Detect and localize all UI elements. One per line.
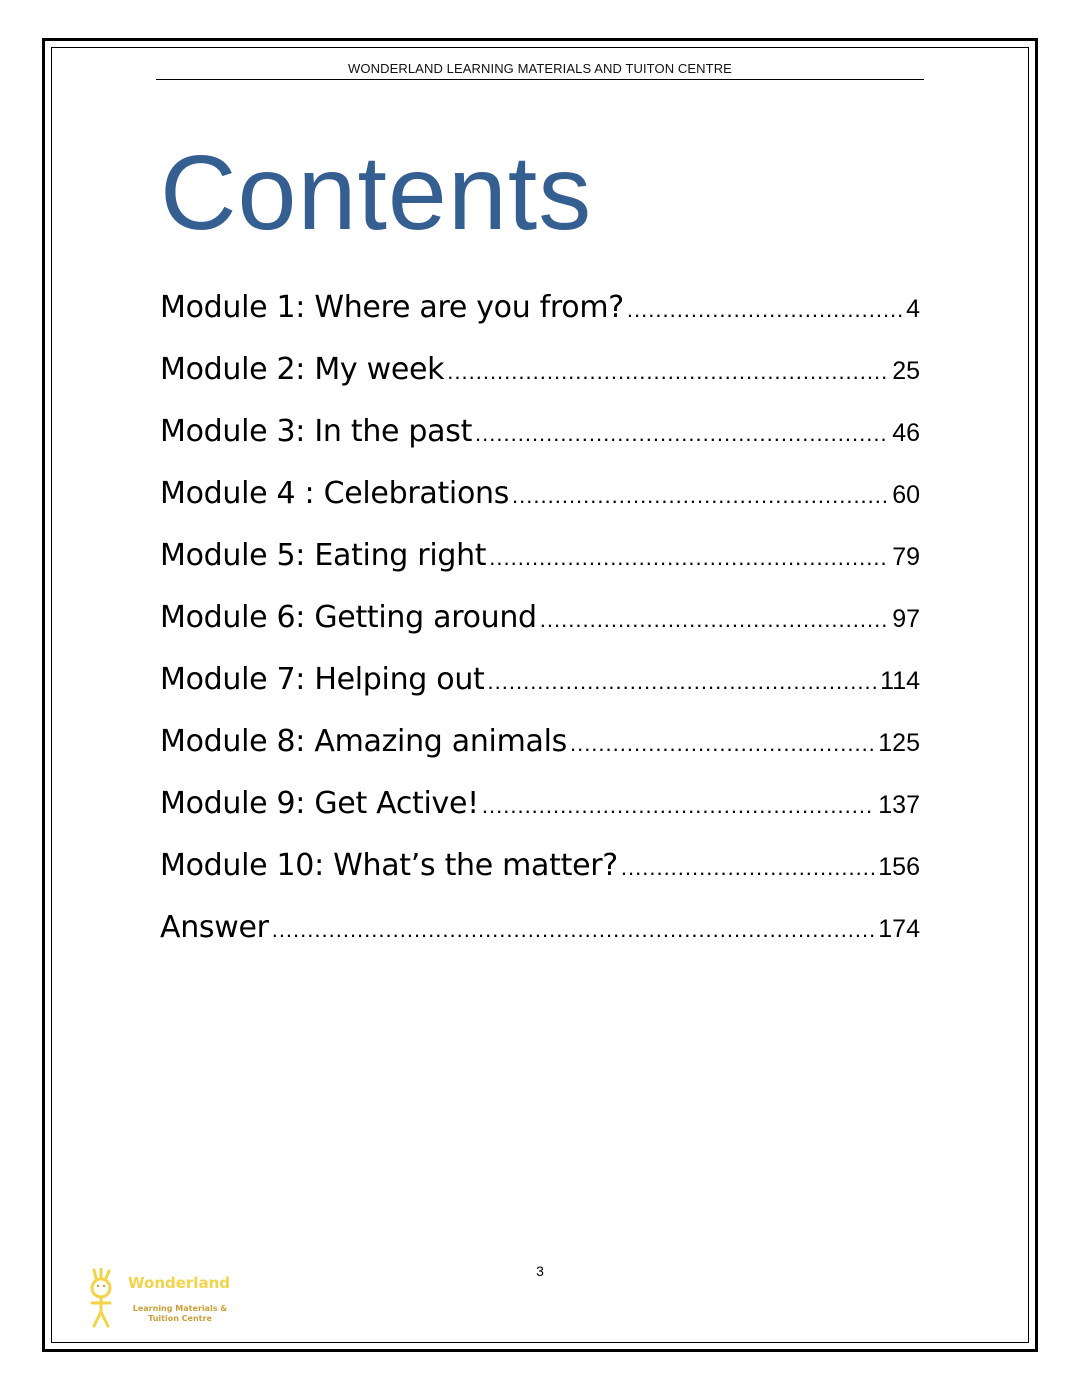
toc-entry-page: 46 xyxy=(892,419,920,447)
page-title: Contents xyxy=(160,134,593,252)
toc-leader-dots xyxy=(482,793,875,819)
toc-entry-label: Module 9: Get Active! xyxy=(160,786,479,821)
toc-entry-page: 60 xyxy=(892,481,920,509)
toc-entry-page: 114 xyxy=(880,667,920,695)
toc-entry-label: Module 5: Eating right xyxy=(160,538,487,573)
toc-entry-label: Answer xyxy=(160,910,269,945)
toc-entry-module-4[interactable] xyxy=(160,476,920,538)
toc-entry-label: Module 7: Helping out xyxy=(160,662,485,697)
toc-leader-dots xyxy=(489,545,889,571)
toc-entry-page: 156 xyxy=(878,853,920,881)
toc-entry-module-5[interactable] xyxy=(160,538,920,600)
toc-entry-label: Module 2: My week xyxy=(160,352,445,387)
toc-leader-dots xyxy=(488,669,878,695)
toc-leader-dots xyxy=(570,731,875,757)
toc-entry-label: Module 8: Amazing animals xyxy=(160,724,567,759)
logo-subtitle xyxy=(130,1304,230,1324)
logo-subtitle-line-1: Learning Materials & xyxy=(132,1304,228,1313)
toc-leader-dots xyxy=(540,607,889,633)
toc-entry-label: Module 4 : Celebrations xyxy=(160,476,510,511)
toc-entry-module-7[interactable] xyxy=(160,662,920,724)
wonderland-logo xyxy=(86,1268,246,1330)
toc-entry-page: 125 xyxy=(878,729,920,757)
toc-leader-dots xyxy=(512,483,889,509)
toc-leader-dots xyxy=(627,297,903,323)
child-figure-icon xyxy=(86,1268,122,1330)
running-header: WONDERLAND LEARNING MATERIALS AND TUITON CENTRE xyxy=(156,61,924,80)
toc-entry-label: Module 6: Getting around xyxy=(160,600,537,635)
toc-entry-page: 25 xyxy=(892,357,920,385)
toc-leader-dots xyxy=(621,855,875,881)
toc-entry-page: 174 xyxy=(878,915,920,943)
toc-entry-module-3[interactable] xyxy=(160,414,920,476)
page-number: 3 xyxy=(536,1263,544,1279)
toc-entry-module-10[interactable] xyxy=(160,848,920,910)
toc-leader-dots xyxy=(447,359,889,385)
toc-entry-page: 4 xyxy=(906,295,920,323)
toc-entry-label: Module 3: In the past xyxy=(160,414,473,449)
toc-entry-answer[interactable] xyxy=(160,910,920,972)
toc-leader-dots xyxy=(272,917,876,943)
table-of-contents xyxy=(160,290,920,972)
toc-entry-label: Module 10: What’s the matter? xyxy=(160,848,618,883)
toc-entry-module-2[interactable] xyxy=(160,352,920,414)
toc-entry-module-8[interactable] xyxy=(160,724,920,786)
toc-entry-page: 79 xyxy=(892,543,920,571)
toc-entry-module-1[interactable] xyxy=(160,290,920,352)
logo-subtitle-line-2: Tuition Centre xyxy=(148,1314,212,1323)
toc-entry-page: 137 xyxy=(878,791,920,819)
toc-leader-dots xyxy=(475,421,889,447)
toc-entry-module-9[interactable] xyxy=(160,786,920,848)
logo-name: Wonderland xyxy=(128,1274,230,1292)
toc-entry-module-6[interactable] xyxy=(160,600,920,662)
toc-entry-page: 97 xyxy=(892,605,920,633)
toc-entry-label: Module 1: Where are you from? xyxy=(160,290,624,325)
